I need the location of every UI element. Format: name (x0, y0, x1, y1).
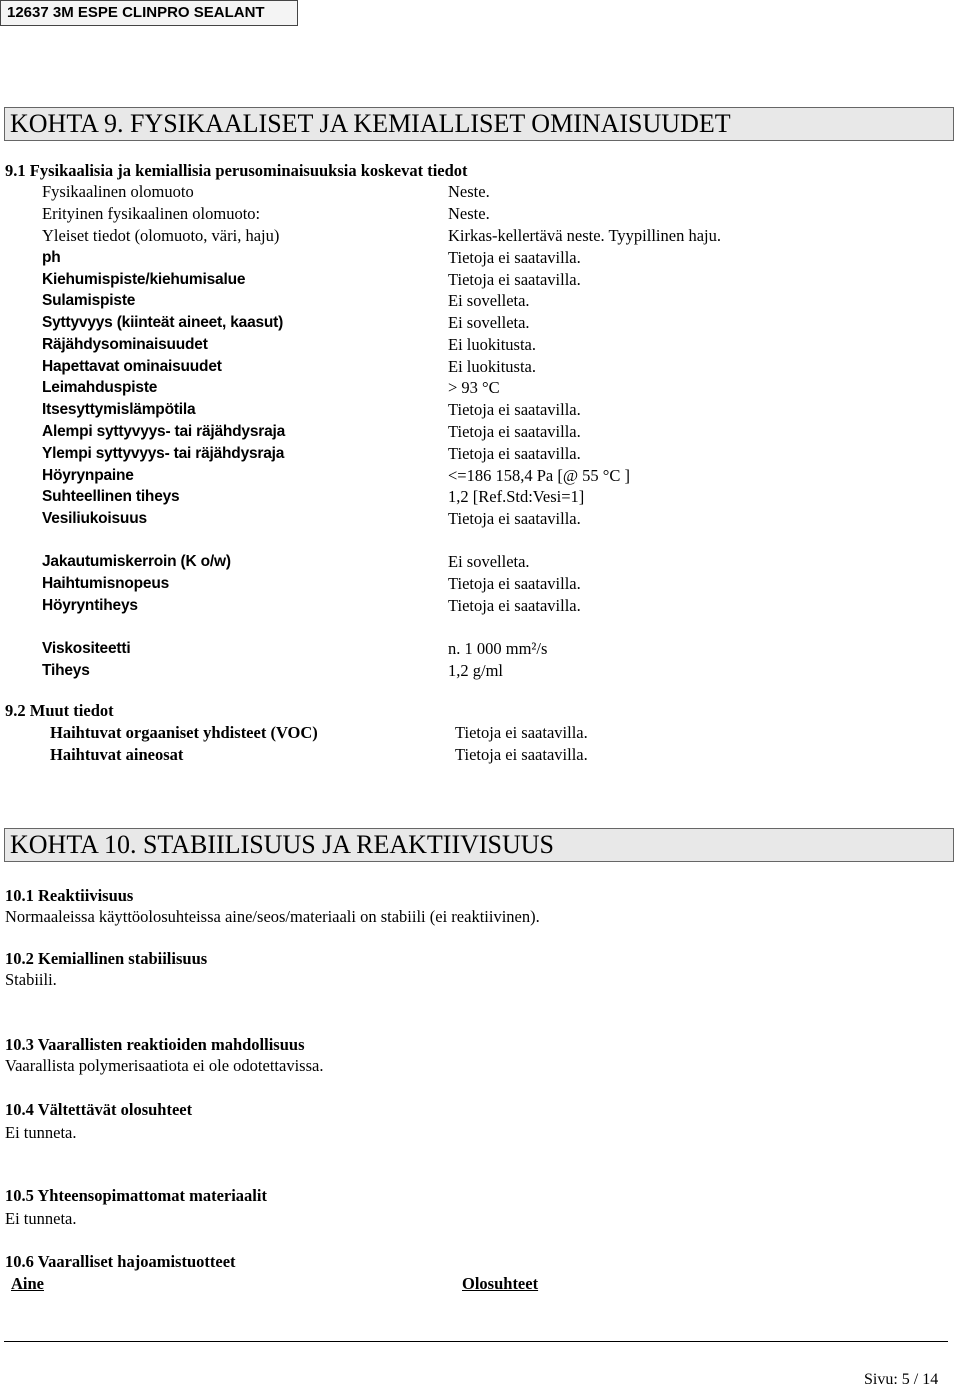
property-label: Sulamispiste (42, 292, 136, 309)
property-label: Alempi syttyvyys- tai räjähdysraja (42, 423, 286, 440)
property-label: Tiheys (42, 662, 90, 679)
volatile-value: Tietoja ei saatavilla. (455, 745, 588, 764)
hazardous-reactions-heading: 10.3 Vaarallisten reaktioiden mahdollisuus (5, 1035, 305, 1054)
property-value: Neste. (448, 204, 490, 223)
property-label: Itsesyttymislämpötila (42, 401, 196, 418)
section-10-title: KOHTA 10. STABIILISUUS JA REAKTIIVISUUS (4, 828, 954, 862)
stability-heading: 10.2 Kemiallinen stabiilisuus (5, 949, 208, 968)
voc-value: Tietoja ei saatavilla. (455, 723, 588, 742)
property-label: Erityinen fysikaalinen olomuoto: (42, 204, 261, 223)
property-value: n. 1 000 mm²/s (448, 639, 548, 658)
property-value: Tietoja ei saatavilla. (448, 509, 581, 528)
property-value: Ei sovelleta. (448, 291, 530, 310)
page-number: Sivu: 5 / 14 (864, 1371, 939, 1388)
document-header: 12637 3M ESPE CLINPRO SEALANT (0, 0, 298, 26)
property-value: Tietoja ei saatavilla. (448, 400, 581, 419)
property-value: Ei luokitusta. (448, 335, 536, 354)
property-label: Vesiliukoisuus (42, 510, 147, 527)
hazardous-reactions-text: Vaarallista polymerisaatiota ei ole odotettavissa. (5, 1056, 324, 1075)
decomposition-products-heading: 10.6 Vaaralliset hajoamistuotteet (5, 1252, 236, 1271)
incompatible-materials-text: Ei tunneta. (5, 1209, 77, 1228)
footer-rule (4, 1341, 948, 1342)
conditions-avoid-text: Ei tunneta. (5, 1123, 77, 1142)
property-label: Haihtumisnopeus (42, 575, 170, 592)
property-value: Tietoja ei saatavilla. (448, 248, 581, 267)
property-value: Tietoja ei saatavilla. (448, 574, 581, 593)
reactivity-text: Normaaleissa käyttöolosuhteissa aine/seos/materiaali on stabiili (ei reaktiivinen). (5, 907, 540, 926)
property-value: 1,2 g/ml (448, 661, 504, 680)
property-value: Tietoja ei saatavilla. (448, 270, 581, 289)
property-value: Kirkas-kellertävä neste. Tyypillinen haju. (448, 226, 721, 245)
property-label: Kiehumispiste/kiehumisalue (42, 271, 246, 288)
property-label: Fysikaalinen olomuoto (42, 182, 194, 201)
property-label: Hapettavat ominaisuudet (42, 358, 222, 375)
property-value: Ei luokitusta. (448, 357, 536, 376)
property-label: Höyryntiheys (42, 597, 138, 614)
property-value: Neste. (448, 182, 490, 201)
property-label: Viskositeetti (42, 640, 131, 657)
property-value: Tietoja ei saatavilla. (448, 444, 581, 463)
reactivity-heading: 10.1 Reaktiivisuus (5, 886, 134, 905)
column-header-substance: Aine (11, 1274, 44, 1293)
property-label: ph (42, 249, 61, 266)
conditions-avoid-heading: 10.4 Vältettävät olosuhteet (5, 1100, 193, 1119)
section-9-title: KOHTA 9. FYSIKAALISET JA KEMIALLISET OMINAISUUDET (4, 107, 954, 141)
incompatible-materials-heading: 10.5 Yhteensopimattomat materiaalit (5, 1186, 267, 1205)
property-value: <=186 158,4 Pa [@ 55 °C ] (448, 466, 631, 485)
property-label: Yleiset tiedot (olomuoto, väri, haju) (42, 226, 280, 245)
property-label: Räjähdysominaisuudet (42, 336, 208, 353)
column-header-conditions: Olosuhteet (462, 1274, 539, 1293)
property-label: Syttyvyys (kiinteät aineet, kaasut) (42, 314, 284, 331)
property-value: Ei sovelleta. (448, 552, 530, 571)
property-label: Ylempi syttyvyys- tai räjähdysraja (42, 445, 285, 462)
stability-text: Stabiili. (5, 970, 57, 989)
property-value: > 93 °C (448, 378, 500, 397)
subsection-9-1-heading: 9.1 Fysikaalisia ja kemiallisia perusominaisuuksia koskevat tiedot (5, 161, 468, 180)
property-label: Höyrynpaine (42, 467, 134, 484)
property-label: Leimahduspiste (42, 379, 158, 396)
property-value: Ei sovelleta. (448, 313, 530, 332)
property-label: Jakautumiskerroin (K o/w) (42, 553, 231, 570)
property-label: Suhteellinen tiheys (42, 488, 180, 505)
subsection-9-2-heading: 9.2 Muut tiedot (5, 701, 114, 720)
property-value: Tietoja ei saatavilla. (448, 422, 581, 441)
volatile-label: Haihtuvat aineosat (50, 745, 184, 764)
voc-label: Haihtuvat orgaaniset yhdisteet (VOC) (50, 723, 318, 742)
property-value: 1,2 [Ref.Std:Vesi=1] (448, 487, 585, 506)
property-value: Tietoja ei saatavilla. (448, 596, 581, 615)
